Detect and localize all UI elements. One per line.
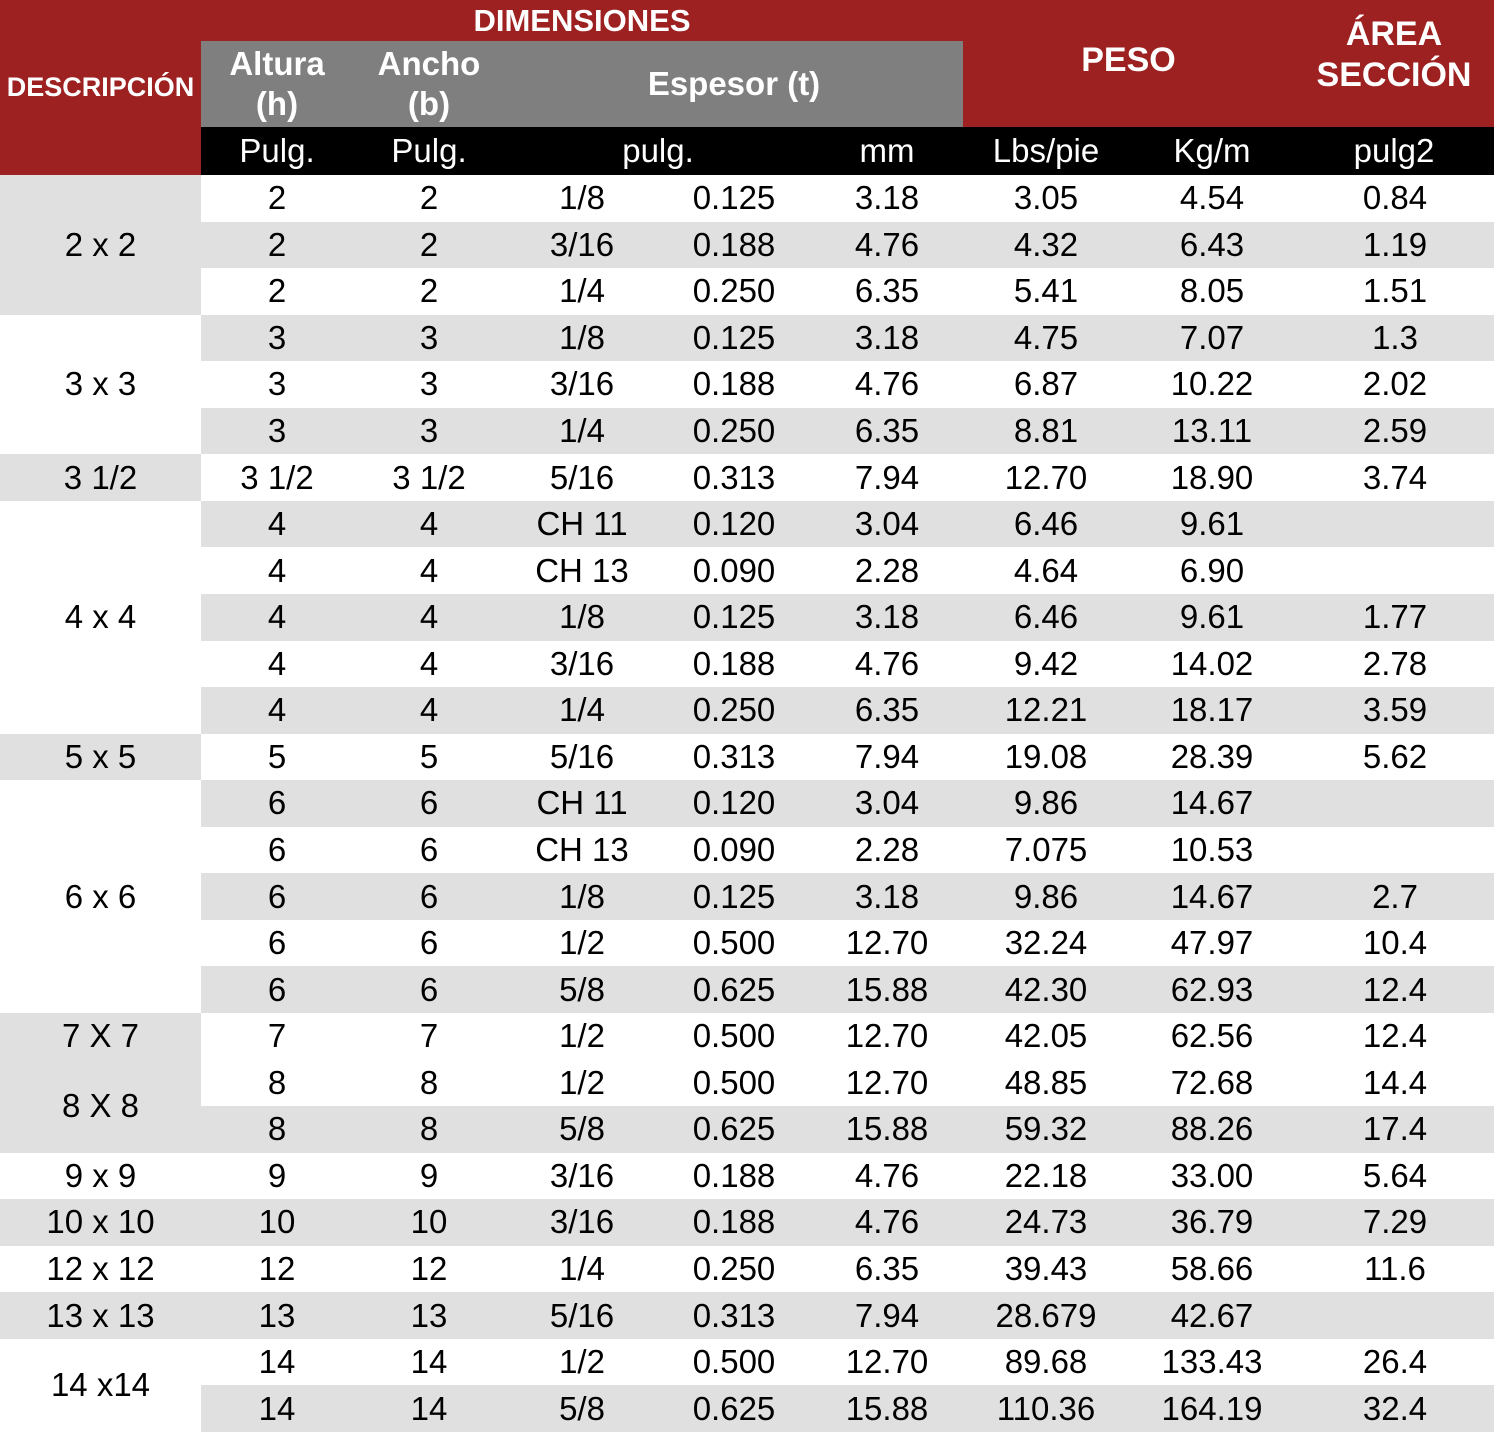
cell-mm: 6.35 [854,272,920,310]
cell-frac: 1/4 [559,1250,605,1288]
table-row [201,315,1494,362]
table-row [201,1106,1494,1153]
cell-dec: 0.188 [692,225,776,263]
cell-kg: 33.00 [1170,1156,1254,1194]
cell-h: 8 [267,1063,287,1101]
table-row [201,1013,1494,1060]
cell-area: 10.4 [1362,924,1428,962]
description-cell: 2 x 2 [0,175,201,315]
cell-kg: 62.93 [1170,970,1254,1008]
cell-h: 6 [267,970,287,1008]
cell-b: 7 [419,1017,439,1055]
description-cell: 12 x 12 [0,1246,201,1293]
cell-frac: 3/16 [549,225,615,263]
cell-lbs: 12.21 [1004,691,1088,729]
cell-area: 0.84 [1362,179,1428,217]
unit-espesor-pulg: pulg. [622,132,694,169]
cell-mm: 6.35 [854,1250,920,1288]
cell-frac: 1/4 [559,691,605,729]
cell-kg: 7.07 [1179,318,1245,356]
cell-kg: 18.17 [1170,691,1254,729]
table-row [201,1060,1494,1107]
table-row [201,1246,1494,1293]
cell-lbs: 42.30 [1004,970,1088,1008]
cell-frac: 1/8 [559,179,605,217]
table-row [201,594,1494,641]
cell-lbs: 28.679 [995,1296,1097,1334]
table-row [201,454,1494,501]
cell-dec: 0.250 [692,412,776,450]
cell-lbs: 9.42 [1013,644,1079,682]
cell-h: 6 [267,784,287,822]
table-row [201,361,1494,408]
description-cell: 13 x 13 [0,1292,201,1339]
cell-lbs: 22.18 [1004,1156,1088,1194]
cell-dec: 0.125 [692,598,776,636]
cell-lbs: 6.46 [1013,505,1079,543]
cell-h: 13 [258,1296,296,1334]
cell-h: 3 [267,412,287,450]
cell-kg: 9.61 [1179,505,1245,543]
cell-h: 4 [267,691,287,729]
cell-frac: 5/8 [559,1389,605,1427]
cell-dec: 0.250 [692,691,776,729]
cell-b: 13 [410,1296,448,1334]
cell-h: 6 [267,831,287,869]
cell-frac: 1/8 [559,318,605,356]
cell-dec: 0.313 [692,458,776,496]
cell-area: 1.51 [1362,272,1428,310]
cell-b: 3 1/2 [392,458,466,496]
cell-b: 12 [410,1250,448,1288]
cell-mm: 3.04 [854,784,920,822]
cell-kg: 72.68 [1170,1063,1254,1101]
unit-altura: Pulg. [239,132,315,169]
cell-area: 2.78 [1362,644,1428,682]
cell-frac: 5/8 [559,970,605,1008]
description-cell: 8 X 8 [0,1060,201,1153]
unit-lbs: Lbs/pie [992,132,1100,169]
cell-kg: 36.79 [1170,1203,1254,1241]
cell-lbs: 9.86 [1013,784,1079,822]
cell-area: 1.3 [1372,318,1418,356]
cell-area: 11.6 [1364,1250,1426,1288]
cell-b: 6 [419,784,439,822]
cell-lbs: 6.46 [1013,598,1079,636]
table-row [201,408,1494,455]
cell-h: 2 [267,272,287,310]
cell-dec: 0.625 [692,1110,776,1148]
description-cell: 6 x 6 [0,780,201,1013]
cell-h: 2 [267,225,287,263]
cell-b: 4 [419,505,439,543]
cell-kg: 4.54 [1179,179,1245,217]
cell-mm: 3.18 [854,877,920,915]
cell-h: 4 [267,644,287,682]
table-row [201,780,1494,827]
cell-frac: 1/4 [559,412,605,450]
cell-area: 14.4 [1362,1063,1428,1101]
cell-mm: 4.76 [854,644,920,682]
cell-h: 12 [258,1250,296,1288]
unit-area: pulg2 [1353,132,1435,169]
cell-kg: 62.56 [1170,1017,1254,1055]
cell-frac: CH 11 [536,784,628,822]
cell-kg: 58.66 [1170,1250,1254,1288]
cell-area [1295,827,1494,874]
cell-dec: 0.120 [692,505,776,543]
unit-ancho: Pulg. [391,132,467,169]
cell-frac: 1/2 [559,924,605,962]
cell-area: 5.62 [1362,737,1428,775]
cell-lbs: 12.70 [1004,458,1088,496]
header-altura: Altura (h) [201,41,353,127]
cell-mm: 12.70 [845,924,929,962]
cell-dec: 0.313 [692,737,776,775]
cell-b: 9 [419,1156,439,1194]
header-ancho: Ancho (b) [353,41,505,127]
cell-h: 9 [267,1156,287,1194]
cell-frac: CH 13 [535,831,629,869]
table-row [201,175,1494,222]
table-row [201,873,1494,920]
description-cell: 5 x 5 [0,734,201,781]
description-cell: 10 x 10 [0,1199,201,1246]
cell-dec: 0.125 [692,318,776,356]
cell-area [1295,501,1494,548]
cell-mm: 12.70 [845,1063,929,1101]
cell-kg: 6.90 [1179,551,1245,589]
cell-lbs: 9.86 [1013,877,1079,915]
header-peso: PESO [963,0,1294,127]
cell-lbs: 19.08 [1004,737,1088,775]
cell-area: 2.7 [1372,877,1418,915]
cell-b: 2 [419,225,439,263]
header-dimensiones: DIMENSIONES [201,0,963,41]
cell-kg: 8.05 [1179,272,1245,310]
cell-lbs: 39.43 [1004,1250,1088,1288]
header-espesor: Espesor (t) [505,41,963,127]
table-row [201,1385,1494,1432]
cell-b: 8 [419,1063,439,1101]
cell-area: 17.4 [1362,1110,1428,1148]
cell-mm: 6.35 [854,412,920,450]
cell-mm: 2.28 [854,831,920,869]
cell-h: 6 [267,924,287,962]
table-row [201,966,1494,1013]
cell-frac: 3/16 [549,644,615,682]
cell-frac: 3/16 [549,1156,615,1194]
units-row [201,127,1494,175]
cell-dec: 0.188 [692,644,776,682]
cell-mm: 7.94 [854,458,920,496]
cell-mm: 15.88 [845,1389,929,1427]
table-row [201,1199,1494,1246]
cell-mm: 4.76 [854,1156,920,1194]
cell-area: 12.4 [1362,970,1428,1008]
cell-h: 14 [258,1343,296,1381]
cell-dec: 0.500 [692,1017,776,1055]
cell-dec: 0.125 [692,179,776,217]
description-cell: 4 x 4 [0,501,201,734]
cell-b: 14 [410,1389,448,1427]
cell-mm: 4.76 [854,225,920,263]
cell-area: 12.4 [1362,1017,1428,1055]
table-row [201,827,1494,874]
cell-h: 7 [267,1017,287,1055]
cell-h: 5 [267,737,287,775]
cell-dec: 0.090 [692,831,776,869]
cell-kg: 47.97 [1170,924,1254,962]
cell-kg: 18.90 [1170,458,1254,496]
cell-dec: 0.625 [692,970,776,1008]
cell-h: 3 [267,365,287,403]
cell-b: 6 [419,970,439,1008]
cell-dec: 0.090 [692,551,776,589]
cell-dec: 0.500 [692,1343,776,1381]
cell-frac: 1/8 [559,598,605,636]
cell-mm: 4.76 [854,1203,920,1241]
cell-kg: 13.11 [1171,412,1253,450]
cell-dec: 0.500 [692,924,776,962]
description-cell: 14 x14 [0,1339,201,1432]
cell-dec: 0.125 [692,877,776,915]
cell-area: 2.59 [1362,412,1428,450]
table-row [201,920,1494,967]
cell-dec: 0.313 [692,1296,776,1334]
cell-dec: 0.188 [692,1203,776,1241]
cell-mm: 12.70 [845,1343,929,1381]
cell-frac: 1/2 [559,1063,605,1101]
header-descripcion: DESCRIPCIÓN [0,0,201,175]
cell-kg: 9.61 [1179,598,1245,636]
description-cell: 3 x 3 [0,315,201,455]
cell-area [1295,1292,1494,1339]
cell-h: 4 [267,598,287,636]
cell-kg: 133.43 [1161,1343,1263,1381]
cell-kg: 14.67 [1170,877,1254,915]
cell-dec: 0.188 [692,365,776,403]
cell-frac: 1/2 [559,1017,605,1055]
cell-dec: 0.120 [692,784,776,822]
cell-mm: 3.04 [854,505,920,543]
description-cell: 9 x 9 [0,1153,201,1200]
cell-mm: 3.18 [854,598,920,636]
cell-kg: 88.26 [1170,1110,1254,1148]
cell-frac: 3/16 [549,1203,615,1241]
cell-frac: 3/16 [549,365,615,403]
cell-lbs: 8.81 [1013,412,1079,450]
cell-b: 4 [419,644,439,682]
cell-area [1295,547,1494,594]
cell-frac: CH 13 [535,551,629,589]
cell-h: 2 [267,179,287,217]
cell-frac: 1/4 [559,272,605,310]
cell-lbs: 59.32 [1004,1110,1088,1148]
cell-area: 3.74 [1362,458,1428,496]
cell-b: 5 [419,737,439,775]
cell-dec: 0.250 [692,1250,776,1288]
table-row [201,1339,1494,1386]
cell-b: 4 [419,551,439,589]
cell-h: 8 [267,1110,287,1148]
cell-frac: 5/16 [549,458,615,496]
table-row [201,1292,1494,1339]
cell-mm: 6.35 [854,691,920,729]
description-cell: 3 1/2 [0,454,201,501]
table-row [201,641,1494,688]
cell-lbs: 32.24 [1004,924,1088,962]
cell-h: 10 [258,1203,296,1241]
cell-lbs: 4.75 [1013,318,1079,356]
cell-h: 6 [267,877,287,915]
cell-mm: 7.94 [854,1296,920,1334]
table-row [201,547,1494,594]
cell-mm: 3.18 [854,318,920,356]
cell-area: 3.59 [1362,691,1428,729]
cell-area: 5.64 [1362,1156,1428,1194]
cell-lbs: 110.36 [996,1389,1096,1427]
table-row [201,268,1494,315]
cell-mm: 2.28 [854,551,920,589]
cell-h: 3 [267,318,287,356]
cell-mm: 12.70 [845,1017,929,1055]
cell-kg: 164.19 [1161,1389,1263,1427]
cell-b: 6 [419,831,439,869]
cell-dec: 0.188 [692,1156,776,1194]
cell-b: 4 [419,598,439,636]
description-cell: 7 X 7 [0,1013,201,1060]
cell-h: 14 [258,1389,296,1427]
cell-b: 2 [419,179,439,217]
cell-lbs: 42.05 [1004,1017,1088,1055]
cell-lbs: 48.85 [1004,1063,1088,1101]
cell-area: 32.4 [1362,1389,1428,1427]
cell-kg: 10.22 [1170,365,1254,403]
unit-kg: Kg/m [1173,132,1251,169]
cell-dec: 0.625 [692,1389,776,1427]
cell-lbs: 7.075 [1004,831,1088,869]
table-row [201,734,1494,781]
cell-area: 1.77 [1362,598,1428,636]
cell-area [1295,780,1494,827]
cell-lbs: 24.73 [1004,1203,1088,1241]
unit-espesor-mm: mm [859,132,915,169]
cell-lbs: 3.05 [1013,179,1079,217]
cell-mm: 7.94 [854,737,920,775]
table-row [201,1153,1494,1200]
cell-kg: 14.67 [1170,784,1254,822]
cell-frac: 5/8 [559,1110,605,1148]
cell-lbs: 4.32 [1013,225,1079,263]
cell-lbs: 4.64 [1013,551,1079,589]
cell-kg: 14.02 [1170,644,1254,682]
cell-b: 6 [419,924,439,962]
cell-mm: 15.88 [845,1110,929,1148]
cell-area: 7.29 [1362,1203,1428,1241]
cell-lbs: 89.68 [1004,1343,1088,1381]
cell-lbs: 5.41 [1013,272,1079,310]
table-row [201,687,1494,734]
cell-h: 3 1/2 [240,458,314,496]
cell-b: 14 [410,1343,448,1381]
cell-h: 4 [267,551,287,589]
cell-b: 3 [419,412,439,450]
header-area: ÁREA SECCIÓN [1294,0,1494,127]
table-row [201,222,1494,269]
cell-frac: 5/16 [549,737,615,775]
cell-b: 10 [410,1203,448,1241]
cell-mm: 4.76 [854,365,920,403]
cell-frac: 5/16 [549,1296,615,1334]
cell-h: 4 [267,505,287,543]
cell-kg: 10.53 [1170,831,1254,869]
cell-dec: 0.250 [692,272,776,310]
cell-frac: 1/2 [559,1343,605,1381]
cell-b: 4 [419,691,439,729]
cell-lbs: 6.87 [1013,365,1079,403]
cell-mm: 15.88 [845,970,929,1008]
cell-area: 2.02 [1362,365,1428,403]
cell-frac: 1/8 [559,877,605,915]
cell-area: 1.19 [1362,225,1428,263]
table-row [201,501,1494,548]
cell-kg: 6.43 [1179,225,1245,263]
cell-b: 3 [419,365,439,403]
cell-b: 2 [419,272,439,310]
cell-area: 26.4 [1362,1343,1428,1381]
cell-b: 6 [419,877,439,915]
cell-dec: 0.500 [692,1063,776,1101]
cell-b: 8 [419,1110,439,1148]
cell-b: 3 [419,318,439,356]
cell-kg: 42.67 [1170,1296,1254,1334]
cell-kg: 28.39 [1170,737,1254,775]
cell-mm: 3.18 [854,179,920,217]
cell-frac: CH 11 [536,505,628,543]
